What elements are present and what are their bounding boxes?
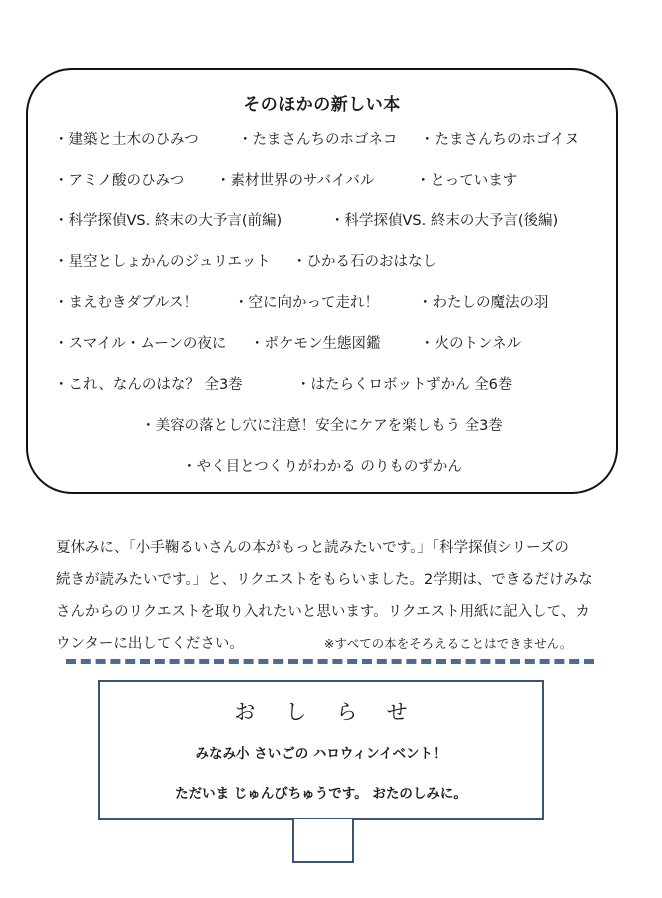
book-row [28, 455, 616, 477]
book-item: ・まえむきダブルス！ [54, 295, 198, 311]
book-item: ・とっています [416, 173, 518, 189]
book-item: ・アミノ酸のひみつ [54, 173, 185, 189]
book-item: ・やく目とつくりがわかる のりものずかん [182, 459, 462, 475]
book-item: ・これ、なんのはな？ 全3巻 [54, 377, 243, 393]
book-row [54, 128, 600, 150]
book-item: ・美容の落とし穴に注意！安全にケアを楽しもう 全3巻 [141, 418, 503, 434]
book-item: ・空に向かって走れ！ [234, 295, 379, 311]
notice-line: 続きが読みたいです。」と、リクエストをもらいました。2学期は、できるだけみな [56, 572, 593, 588]
book-row [54, 291, 600, 313]
book-item: ・わたしの魔法の羽 [418, 295, 549, 311]
request-notice [56, 532, 612, 660]
dashed-divider [66, 659, 594, 664]
book-item: ・科学探偵VS. 終末の大予言(後編) [330, 213, 559, 229]
book-row [54, 209, 600, 231]
book-item: ・星空としょかんのジュリエット [54, 254, 271, 270]
book-item: ・たまさんちのホゴイヌ [420, 132, 580, 148]
new-books-panel [26, 68, 618, 494]
new-books-title: そのほかの新しい本 [243, 95, 401, 115]
announcement-line: みなみ小 さいごの ハロウィンイベント！ [195, 746, 447, 762]
book-item: ・ポケモン生態図鑑 [250, 336, 381, 352]
book-item: ・ひかる石のおはなし [292, 254, 437, 270]
book-row [54, 332, 600, 354]
availability-note: ※すべての本をそろえることはできません。 [323, 636, 573, 651]
announcement-line: ただいま じゅんびちゅうです。 おたのしみに。 [175, 786, 467, 802]
book-row [54, 373, 600, 395]
board-stand [292, 819, 354, 863]
announcement-title: おしらせ [234, 700, 438, 724]
book-row [28, 414, 616, 436]
book-item: ・はたらくロボットずかん 全6巻 [296, 377, 513, 393]
book-item: ・科学探偵VS. 終末の大予言(前編) [54, 213, 283, 229]
book-item: ・スマイル・ムーンの夜に [54, 336, 227, 352]
book-row [54, 169, 600, 191]
announcement-board [98, 680, 544, 820]
book-item: ・素材世界のサバイバル [216, 173, 375, 189]
notice-line: 夏休みに、「小手鞠るいさんの本がもっと読みたいです。」「科学探偵シリーズの [56, 540, 569, 556]
book-item: ・火のトンネル [420, 336, 522, 352]
book-row [54, 250, 600, 272]
notice-line: さんからのリクエストを取り入れたいと思います。リクエスト用紙に記入して、カ [56, 604, 590, 620]
notice-line-last [56, 628, 612, 660]
book-item: ・たまさんちのホゴネコ [238, 132, 398, 148]
notice-line: ウンターに出してください。 [56, 636, 244, 652]
book-item: ・建築と土木のひみつ [54, 132, 199, 148]
